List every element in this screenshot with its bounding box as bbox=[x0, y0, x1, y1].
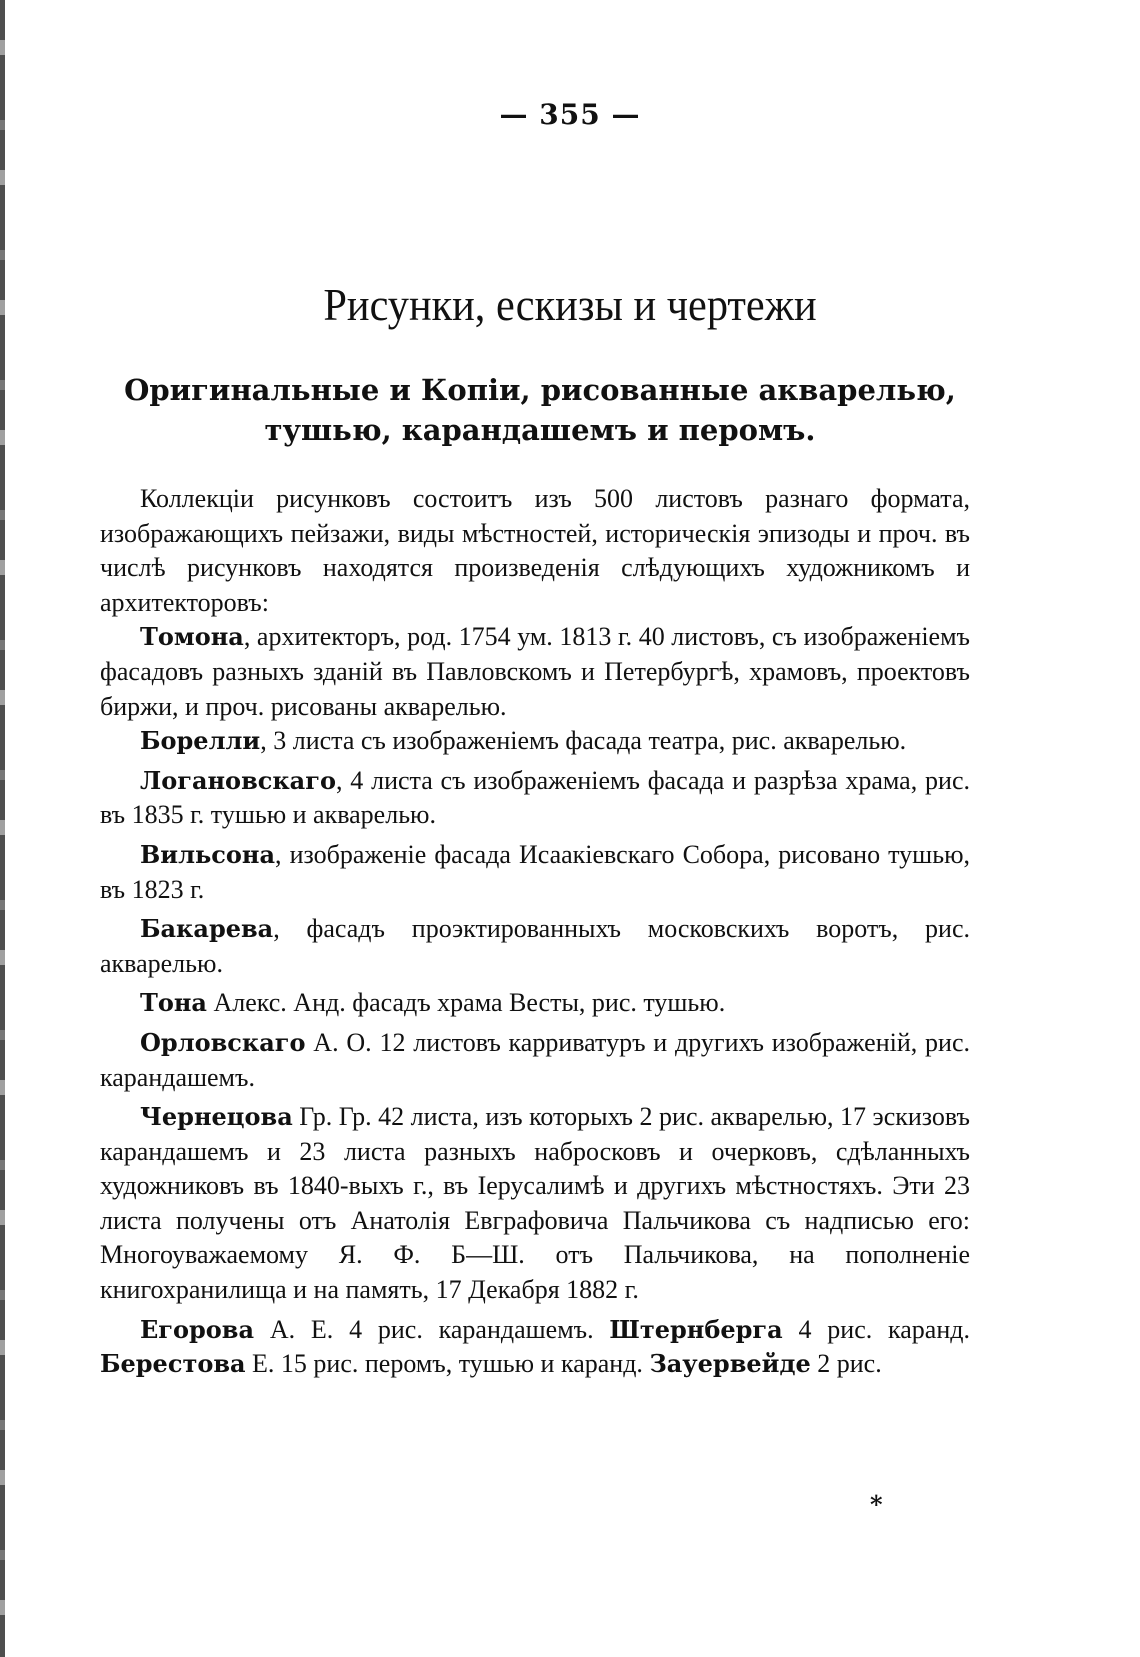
entry-name: Борелли bbox=[140, 726, 261, 756]
entry-name: Бакарева bbox=[140, 914, 274, 944]
entry-paragraph bbox=[100, 1026, 970, 1095]
entry-name: Логановскаго bbox=[140, 765, 336, 795]
entry-paragraph bbox=[100, 838, 970, 907]
entry-name: Егорова bbox=[140, 1314, 255, 1344]
entry-text: Е. 15 рис. перомъ, тушью и каранд. bbox=[245, 1349, 650, 1379]
section-subtitle: Оригинальные и Копіи, рисованные акварелью, тушью, карандашемъ и перомъ. bbox=[124, 373, 956, 447]
entry-paragraph bbox=[100, 1100, 970, 1308]
entry-text: , фасадъ проэктированныхъ московскихъ воротъ, рис. акварелью. bbox=[100, 914, 970, 978]
entry-text: Гр. Гр. 42 листа, изъ которыхъ 2 рис. акварелью, 17 эскизовъ карандашемъ и 23 листа разныхъ набросковъ и очерковъ, сдѣланныхъ художниковъ въ 1840-выхъ г., въ Іерусалимѣ и другихъ мѣстностяхъ. Эти 23 листа получены отъ Анатолія Евграфовича Пальчикова съ надписью его: Многоуважаемому Я. Ф. Б—Ш. отъ Пальчикова, на пополненіе книгохранилища и на память, 17 Декабря 1882 г. bbox=[100, 1102, 970, 1305]
entry-name: Чернецова bbox=[140, 1102, 293, 1132]
entry-paragraph bbox=[100, 724, 970, 759]
entry-text: А. О. 12 листовъ карриватуръ и другихъ изображеній, рис. карандашемъ. bbox=[100, 1027, 970, 1092]
entry-text: А. Е. 4 рис. карандашемъ. bbox=[254, 1314, 610, 1344]
entry-text: , 4 листа съ изображеніемъ фасада и разрѣза храма, рис. въ 1835 г. тушью и акварелью. bbox=[100, 765, 970, 830]
intro-paragraph: Коллекціи рисунковъ состоитъ изъ 500 листовъ разнаго формата, изображающихъ пейзажи, виды мѣстностей, историческія эпизоды и проч. въ числѣ рисунковъ находятся произведенія слѣдующихъ художникомъ и архитекторовъ: bbox=[100, 484, 970, 617]
entry-name: Томона bbox=[140, 622, 244, 652]
entry-text: 4 рис. каранд. bbox=[782, 1314, 970, 1344]
footer-star-mark: * bbox=[870, 1490, 883, 1519]
entry-paragraph bbox=[100, 764, 970, 833]
entry-name: Вильсона bbox=[140, 839, 276, 869]
entry-text: , архитекторъ, род. 1754 ум. 1813 г. 40 листовъ, съ изображеніемъ фасадовъ разныхъ зданій въ Павловскомъ и Петербургѣ, храмовъ, проектовъ биржи, и проч. рисованы акварелью. bbox=[100, 622, 970, 721]
entry-paragraph bbox=[100, 986, 970, 1021]
entry-name: Орловскаго bbox=[140, 1027, 306, 1057]
scan-edge bbox=[0, 0, 5, 1657]
entry-text: , 3 листа съ изображеніемъ фасада театра, рис. акварелью. bbox=[260, 726, 907, 756]
entry-paragraph-last bbox=[100, 1313, 970, 1382]
body-text bbox=[100, 482, 970, 1382]
entry-text: 2 рис. bbox=[810, 1349, 882, 1379]
entry-name: Зауервейде bbox=[649, 1349, 811, 1379]
entry-name: Тона bbox=[140, 988, 207, 1018]
entry-name: Берестова bbox=[100, 1349, 246, 1379]
entry-text: Алекс. Анд. фасадъ храма Весты, рис. тушью. bbox=[206, 988, 726, 1018]
entry-paragraph bbox=[100, 620, 970, 724]
entry-text: , изображеніе фасада Исаакіевскаго Собора, рисовано тушью, въ 1823 г. bbox=[100, 839, 970, 904]
section-title: Рисунки, ескизы и чертежи bbox=[323, 279, 817, 330]
page-number: — 355 — bbox=[499, 98, 641, 131]
entry-name: Штернберга bbox=[609, 1314, 783, 1344]
entry-paragraph bbox=[100, 912, 970, 981]
